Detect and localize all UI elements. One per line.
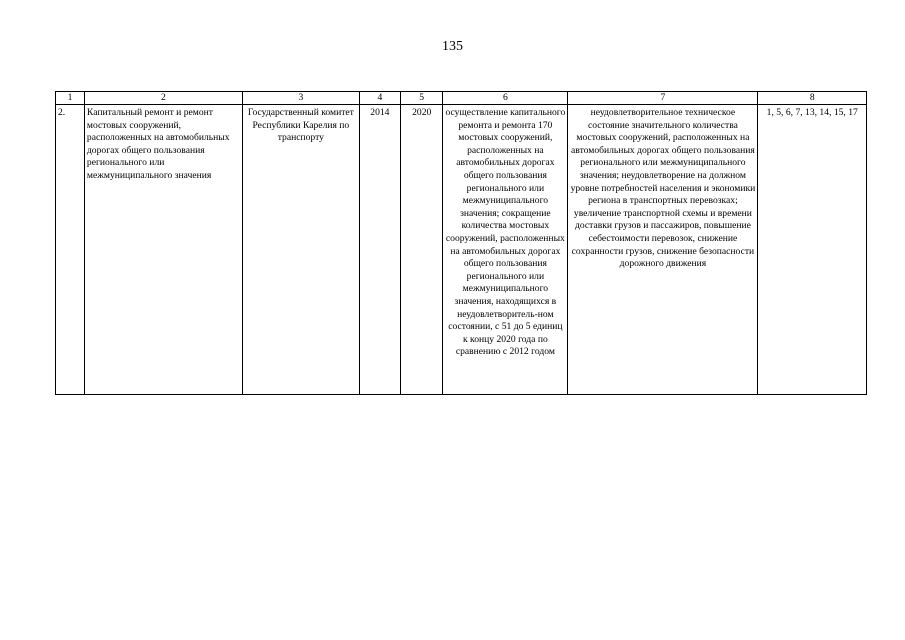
indicators-cell: 1, 5, 6, 7, 13, 14, 15, 17 bbox=[758, 105, 867, 395]
start-year-cell: 2014 bbox=[359, 105, 400, 395]
executor-cell: Государственный комитет Республики Карелия по транспорту bbox=[242, 105, 359, 395]
header-cell-7: 7 bbox=[568, 92, 758, 105]
header-cell-2: 2 bbox=[84, 92, 242, 105]
measure-name-cell: Капитальный ремонт и ремонт мостовых сооружений, расположенных на автомобильных дорогах общего пользования регионального или межмуниципального значения bbox=[84, 105, 242, 395]
page-number: 135 bbox=[442, 39, 463, 54]
consequences-cell: неудовлетворительное техническое состояние значительного количества мостовых сооружений, расположенных на автомобильных дорогах общего пользования регионального или межмуниципального значения; неудовлетворение на должном уровне потребностей населения и экономики региона в транспортных перевозках; увеличение транспортной схемы и времени доставки грузов и пассажиров, повышение себестоимости перевозок, снижение сохранности грузов, снижение безопасности дорожного движения bbox=[568, 105, 758, 395]
expected-result-cell: осуществление капитального ремонта и ремонта 170 мостовых сооружений, расположенных на автомобильных дорогах общего пользования регионального или межмуниципального значения; сокращение количества мостовых сооружений, расположенных на автомобильных дорогах общего пользования регионального или межмуниципального значения, находящихся в неудовлетворитель-ном состоянии, с 51 до 5 единиц к концу 2020 года по сравнению с 2012 годом bbox=[443, 105, 568, 395]
end-year-cell: 2020 bbox=[401, 105, 443, 395]
table-header-row bbox=[56, 92, 867, 105]
row-number-cell: 2. bbox=[56, 105, 85, 395]
header-cell-6: 6 bbox=[443, 92, 568, 105]
program-table bbox=[55, 91, 867, 395]
table-row bbox=[56, 105, 867, 395]
header-cell-4: 4 bbox=[359, 92, 400, 105]
header-cell-5: 5 bbox=[401, 92, 443, 105]
header-cell-1: 1 bbox=[56, 92, 85, 105]
header-cell-8: 8 bbox=[758, 92, 867, 105]
header-cell-3: 3 bbox=[242, 92, 359, 105]
